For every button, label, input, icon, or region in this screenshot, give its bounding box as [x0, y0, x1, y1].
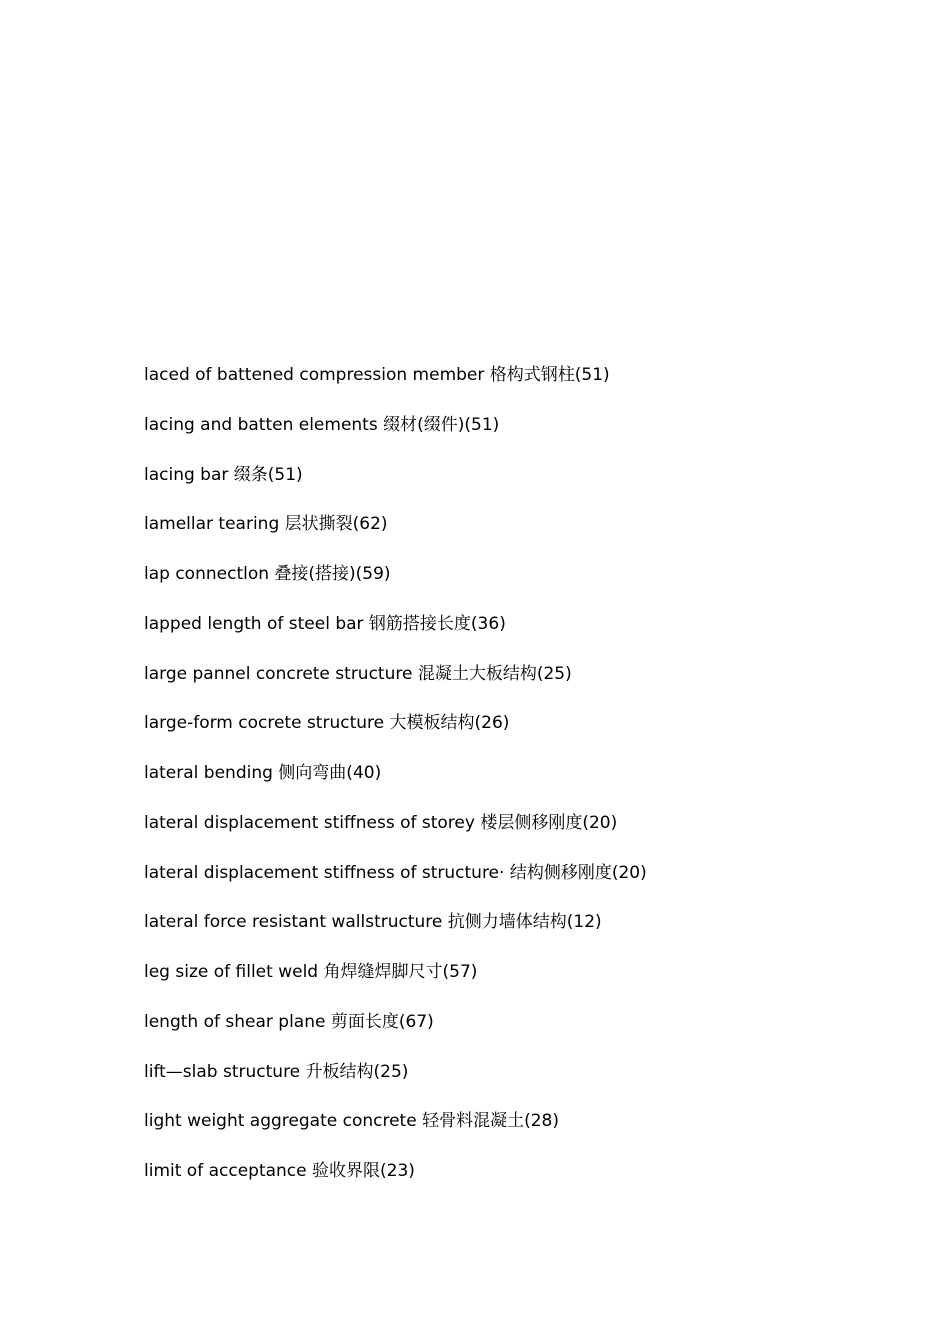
glossary-entry: lap connectlon 叠接(搭接)(59): [144, 564, 391, 584]
glossary-entry: length of shear plane 剪面长度(67): [144, 1011, 434, 1032]
glossary-entry: lacing bar 缀条(51): [144, 464, 303, 485]
glossary-entry: lift—slab structure 升板结构(25): [144, 1061, 409, 1082]
glossary-entry: large-form cocrete structure 大模板结构(26): [144, 713, 510, 734]
glossary-entry: large pannel concrete structure 混凝土大板结构(25): [144, 663, 572, 684]
glossary-entry: lamellar tearing 层状撕裂(62): [144, 514, 388, 535]
glossary-entry: light weight aggregate concrete 轻骨料混凝土(28): [144, 1111, 559, 1132]
glossary-entry: lateral force resistant wallstructure 抗侧力墙体结构(12): [144, 912, 602, 933]
glossary-entry: lateral displacement stiffness of storey 楼层侧移刚度(20): [144, 812, 618, 833]
glossary-entry: leg size of fillet weld 角焊缝焊脚尺寸(57): [144, 962, 478, 982]
glossary-list: [144, 363, 647, 1209]
glossary-entry: lateral displacement stiffness of structure· 结构侧移刚度(20): [144, 862, 647, 883]
glossary-entry: lateral bending 侧向弯曲(40): [144, 763, 382, 783]
glossary-entry: lacing and batten elements 缀材(缀件)(51): [144, 414, 500, 435]
glossary-entry: laced of battened compression member 格构式钢柱(51): [144, 365, 610, 385]
glossary-entry: lapped length of steel bar 钢筋搭接长度(36): [144, 613, 506, 634]
glossary-entry: limit of acceptance 验收界限(23): [144, 1161, 415, 1181]
